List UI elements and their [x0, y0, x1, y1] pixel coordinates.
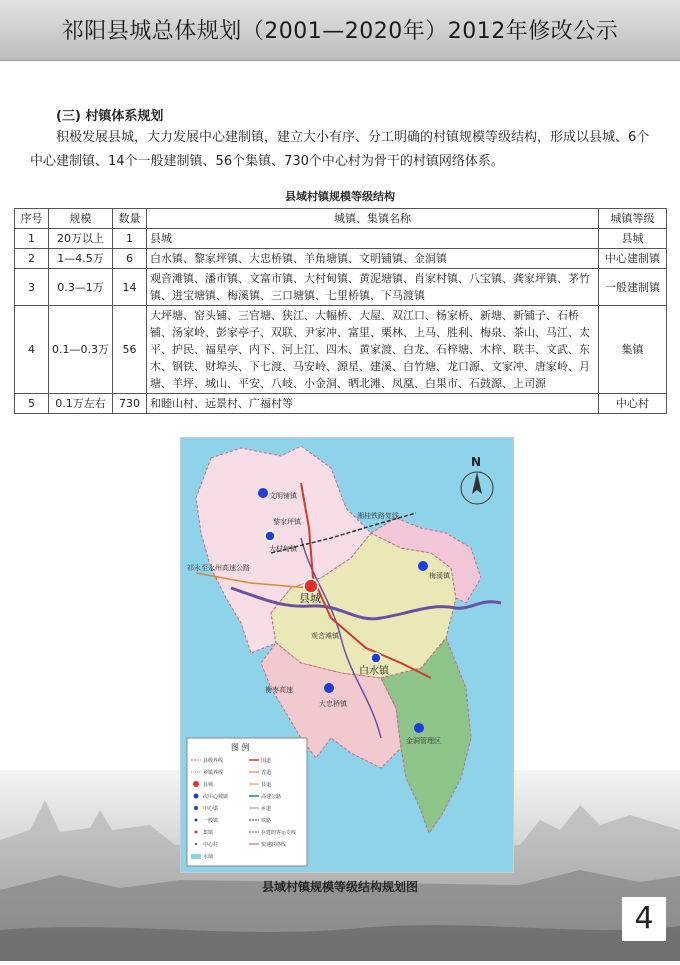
section-heading: (三) 村镇体系规划	[56, 109, 164, 124]
legend-item: 快速联络线	[261, 842, 287, 848]
map-label-guanyintan: 观音滩镇	[311, 632, 339, 640]
map-label-baishui: 白水镇	[359, 666, 389, 677]
table-row	[15, 269, 667, 306]
page-title: 祁阳县城总体规划（2001—2020年）2012年修改公示	[61, 19, 619, 44]
row-no: 4	[15, 306, 49, 394]
row-names: 观音滩镇、潘市镇、文富市镇、大村甸镇、黄泥塘镇、肖家村镇、八宝镇、龚家坪镇、茅竹镇、进宝塘镇、梅溪镇、三口塘镇、七里桥镇、下马渡镇	[147, 269, 599, 306]
legend-item: 乡道	[261, 806, 272, 812]
row-level: 一般建制镇	[599, 269, 667, 306]
map-legend	[187, 738, 307, 866]
map-label-jindong: 金洞管理区	[406, 737, 441, 745]
header-count: 数量	[113, 209, 147, 229]
legend-item: 省道	[261, 770, 272, 776]
map-label-wenmingpu: 文明铺镇	[269, 492, 297, 500]
legend-item: 铁路	[261, 818, 272, 824]
row-names: 大坪塘、窑头铺、三官塘、狭江、大幅桥、大屋、双江口、杨家桥、新塘、新铺子、石桥铺、汤家岭、彭家亭子、双联、尹家冲、富里、栗林、上马、胜利、梅泉、茶山、马江、太平、护民、福星亭、内下、河上江、四木、黄家渡、白龙、石梓塘、木梓、联丰、文武、东木、钢铁、财埠头、下七渡、马安岭、源星、建溪、白竹塘、龙口源、文家冲、唐家岭、月塘、羊坪、城山、平安、八岐、小金洞、晒北滩、凤凰、白果市、石鼓源、上司源	[147, 306, 599, 394]
table-row	[15, 306, 667, 394]
row-no: 5	[15, 394, 49, 414]
map-label-lijiaping: 黎家坪镇	[273, 518, 301, 526]
legend-item: 中心镇	[203, 806, 219, 812]
intro-paragraph: 积极发展县城，大力发展中心建制镇，建立大小有序、分工明确的村镇规模等级结构，形成以县城、6个中心建制镇、14个一般建制镇、56个集镇、730个中心村为骨干的村镇网络体系。	[30, 130, 650, 169]
map-label-hengzao: 衡枣高速	[265, 686, 293, 694]
row-scale: 20万以上	[49, 229, 113, 249]
legend-item: 县城	[203, 782, 214, 788]
row-no: 1	[15, 229, 49, 249]
map-label-meixi: 梅溪镇	[429, 572, 450, 580]
map-label-dazhongqiao: 大忠桥镇	[319, 700, 347, 708]
legend-item: 乡镇界线	[203, 770, 224, 776]
legend-item: 国道	[261, 758, 272, 764]
wenmingpu-marker	[258, 488, 268, 498]
row-count: 1	[113, 229, 147, 249]
legend-item: 次中心城镇	[203, 794, 229, 800]
row-no: 3	[15, 269, 49, 306]
legend-item: 一般镇	[203, 818, 219, 824]
row-scale: 0.1万左右	[49, 394, 113, 414]
table-row	[15, 229, 667, 249]
north-arrow-icon	[461, 455, 493, 504]
row-level: 中心村	[599, 394, 667, 414]
legend-item: 水域	[203, 854, 214, 860]
county-map-svg	[181, 438, 513, 872]
map-label-xianggui: 湘桂铁路复线	[357, 512, 399, 520]
row-count: 56	[113, 306, 147, 394]
page-header	[0, 0, 680, 61]
map-label-county: 县城	[299, 592, 321, 605]
north-label: N	[471, 455, 482, 469]
map-caption: 县域村镇规模等级结构规划图	[261, 880, 418, 894]
legend-item: 中心村	[203, 842, 219, 848]
town-level-table	[14, 208, 667, 414]
lijiaping-marker	[265, 531, 275, 541]
legend-item: 集镇	[203, 830, 214, 836]
jindong-marker	[414, 723, 424, 733]
map-label-dacundian: 大村甸镇	[269, 545, 297, 553]
row-level: 中心建制镇	[599, 249, 667, 269]
row-level: 集镇	[599, 306, 667, 394]
table-row	[15, 249, 667, 269]
row-count: 14	[113, 269, 147, 306]
baishui-marker	[371, 653, 381, 663]
header-no: 序号	[15, 209, 49, 229]
table-row	[15, 394, 667, 414]
row-scale: 0.1—0.3万	[49, 306, 113, 394]
header-level: 城镇等级	[599, 209, 667, 229]
row-names: 县城	[147, 229, 599, 249]
row-count: 730	[113, 394, 147, 414]
dazhongqiao-marker	[324, 683, 334, 693]
row-scale: 1—4.5万	[49, 249, 113, 269]
table-header-row	[15, 209, 667, 229]
legend-item: 县级界线	[203, 758, 224, 764]
header-scale: 规模	[49, 209, 113, 229]
map-label-qiyong: 祁永至永州高速公路	[187, 564, 250, 572]
row-level: 县城	[599, 229, 667, 249]
row-names: 白水镇、黎家坪镇、大忠桥镇、羊角塘镇、文明铺镇、金洞镇	[147, 249, 599, 269]
header-names: 城镇、集镇名称	[147, 209, 599, 229]
row-names: 和睦山村、远景村、广福村等	[147, 394, 599, 414]
row-count: 6	[113, 249, 147, 269]
legend-item: 县道	[261, 782, 272, 788]
meixi-marker	[418, 561, 428, 571]
row-no: 2	[15, 249, 49, 269]
table-title: 县域村镇规模等级结构	[285, 190, 395, 203]
legend-item: 高速公路	[261, 794, 282, 800]
legend-item: 在建的客运专线	[261, 830, 297, 836]
page-number: 4	[622, 897, 666, 941]
legend-title: 图 例	[231, 743, 250, 752]
county-seat-marker	[304, 579, 318, 593]
row-scale: 0.3—1万	[49, 269, 113, 306]
planning-map	[180, 437, 514, 873]
